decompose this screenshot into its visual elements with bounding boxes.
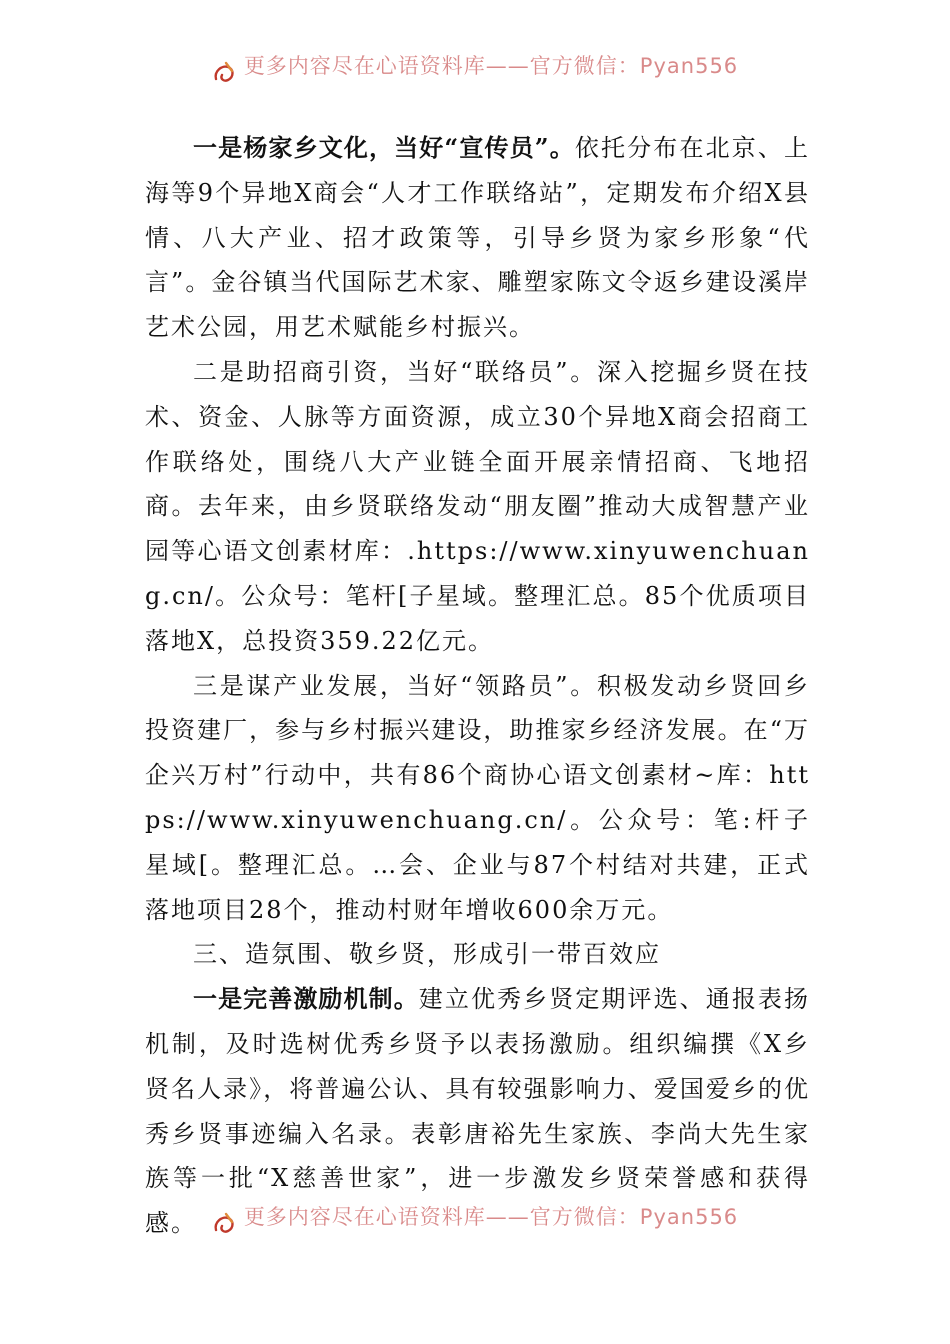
header-banner (0, 55, 950, 89)
paragraph (145, 126, 810, 350)
document-body (145, 126, 810, 1246)
section-heading (145, 932, 810, 977)
banner-text: 更多内容尽在心语资料库——官方微信：Pyan556 (243, 55, 739, 78)
logo-icon (212, 59, 238, 85)
paragraph-text: 二是助招商引资，当好“联络员”。深入挖掘乡贤在技术、资金、人脉等方面资源，成立30个异地X商会招商工作联络处，围绕八大产业链全面开展亲情招商、飞地招商。去年来，由乡贤联络发动“朋友圈”推动大成智慧产业园等心语文创素材库：.https://www.xinyuwenchuang.cn/。公众号：笔杆[子星域。整理汇总。85个优质项目落地X，总投资359.22亿元。 (145, 357, 810, 655)
paragraph (145, 350, 810, 664)
paragraph-text: 三是谋产业发展，当好“领路员”。积极发动乡贤回乡投资建厂，参与乡村振兴建设，助推家乡经济发展。在“万企兴万村”行动中，共有86个商协心语文创素材~库：https://www.xinyuwenchuang.cn/。公众号：笔:杆子星域[。整理汇总。…会、企业与87个村结对共建，正式落地项目28个，推动村财年增收600余万元。 (145, 671, 810, 924)
logo-icon (212, 1210, 238, 1236)
heading-text: 三、造氛围、敬乡贤，形成引一带百效应 (193, 940, 661, 969)
paragraph-text: 建立优秀乡贤定期评选、通报表扬机制，及时选树优秀乡贤予以表扬激励。组织编撰《X乡贤名人录》，将普遍公认、具有较强影响力、爱国爱乡的优秀乡贤事迹编入名录。表彰唐裕先生家族、李尚大先生家族等一批“X慈善世家”，进一步激发乡贤荣誉感和获得感。 (145, 985, 811, 1238)
paragraph-text: 依托分布在北京、上海等9个异地X商会“人才工作联络站”，定期发布介绍X县情、八大产业、招才政策等，引导乡贤为家乡形象“代言”。金谷镇当代国际艺术家、雕塑家陈文令返乡建设溪岸艺术公园，用艺术赋能乡村振兴。 (145, 134, 811, 342)
footer-banner (0, 1206, 950, 1240)
banner-text: 更多内容尽在心语资料库——官方微信：Pyan556 (243, 1206, 739, 1229)
paragraph (145, 664, 810, 933)
paragraph-lead: 一是完善激励机制。 (193, 984, 419, 1014)
paragraph-lead: 一是杨家乡文化，当好“宣传员”。 (193, 133, 575, 162)
